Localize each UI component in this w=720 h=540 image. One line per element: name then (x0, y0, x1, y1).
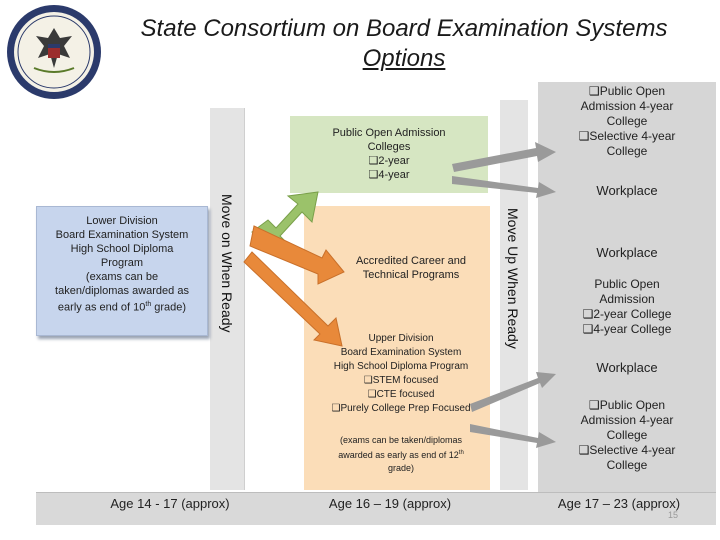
rt-mid-item-2yr: ❑2-year College (582, 307, 672, 321)
accredited-programs (336, 254, 486, 282)
upper-line-1: Upper Division (368, 333, 434, 344)
lower-line-1: Lower Division (86, 215, 158, 227)
rt-bot-line-1: ❑Public Open (588, 398, 666, 412)
page-number: 15 (668, 510, 679, 520)
lower-line-3: High School Diploma (70, 243, 174, 255)
rt-bot-line-4: ❑Selective 4-year (578, 443, 676, 457)
bullet-icon: ❑ (331, 403, 341, 414)
note-line-1: (exams can be taken/diplomas (339, 435, 463, 445)
accredited-line-2: Technical Programs (362, 269, 460, 281)
rt-top-line-2: Admission 4-year (580, 99, 674, 113)
title-line-2: Options (362, 45, 446, 72)
bullet-icon: ❑ (363, 375, 373, 386)
rt-top-line-1: ❑Public Open (588, 84, 666, 98)
upper-item-cte: ❑CTE focused (367, 389, 435, 400)
move-up-when-ready-label: Move Up When Ready (505, 208, 521, 349)
lower-line-4: Program (100, 257, 144, 269)
note-line-2: awarded as early as end of 12th (338, 450, 464, 460)
lower-line-7: early as end of 10th grade) (57, 301, 187, 314)
age-label-upper: Age 16 – 19 (approx) (328, 496, 452, 511)
rt-top-line-4: ❑Selective 4-year (578, 129, 676, 143)
workplace-3: Workplace (596, 360, 658, 375)
right-bottom-block (538, 398, 716, 473)
rt-bot-line-5: College (606, 458, 648, 472)
bullet-icon: ❑ (578, 129, 590, 143)
bullet-icon: ❑ (368, 169, 379, 181)
age-label-lower: Age 14 - 17 (approx) (110, 496, 230, 511)
bullet-icon: ❑ (582, 307, 594, 321)
upper-division-text (318, 332, 484, 416)
bullet-icon: ❑ (588, 84, 600, 98)
rt-top-line-5: College (606, 144, 648, 158)
lower-line-2: Board Examination System (55, 229, 189, 241)
upper-division-note (318, 434, 484, 475)
note-line-3: grade) (387, 463, 414, 473)
right-top-block (538, 84, 716, 159)
poc-item-4yr: ❑4-year (368, 169, 410, 181)
upper-item-stem: ❑STEM focused (363, 375, 439, 386)
rt-mid-line-1: Public Open (594, 277, 660, 291)
upper-line-3: High School Diploma Program (333, 361, 469, 372)
poc-item-2yr: ❑2-year (368, 155, 410, 167)
bullet-icon: ❑ (367, 389, 377, 400)
rt-mid-item-4yr: ❑4-year College (582, 322, 672, 336)
poc-line-2: Colleges (367, 141, 411, 153)
bullet-icon: ❑ (582, 322, 594, 336)
lower-line-6: taken/diplomas awarded as (55, 285, 189, 297)
poc-line-1: Public Open Admission (332, 127, 446, 139)
accredited-line-1: Accredited Career and (355, 255, 467, 267)
lower-line-5: (exams can be (85, 271, 159, 283)
rt-top-line-3: College (606, 114, 648, 128)
rt-mid-line-2: Admission (599, 292, 655, 306)
upper-item-prep: ❑Purely College Prep Focused (331, 403, 471, 414)
move-on-when-ready-label: Move on When Ready (219, 194, 235, 333)
workplace-2: Workplace (596, 245, 658, 260)
workplace-1: Workplace (596, 183, 658, 198)
rt-bot-line-3: College (606, 428, 648, 442)
title-line-1: State Consortium on Board Examination Systems (140, 15, 668, 42)
bullet-icon: ❑ (588, 398, 600, 412)
age-label-outcomes: Age 17 – 23 (approx) (557, 496, 681, 511)
right-mid-block (538, 277, 716, 337)
bullet-icon: ❑ (368, 155, 379, 167)
bullet-icon: ❑ (578, 443, 590, 457)
upper-line-2: Board Examination System (340, 347, 462, 358)
rt-bot-line-2: Admission 4-year (580, 413, 674, 427)
